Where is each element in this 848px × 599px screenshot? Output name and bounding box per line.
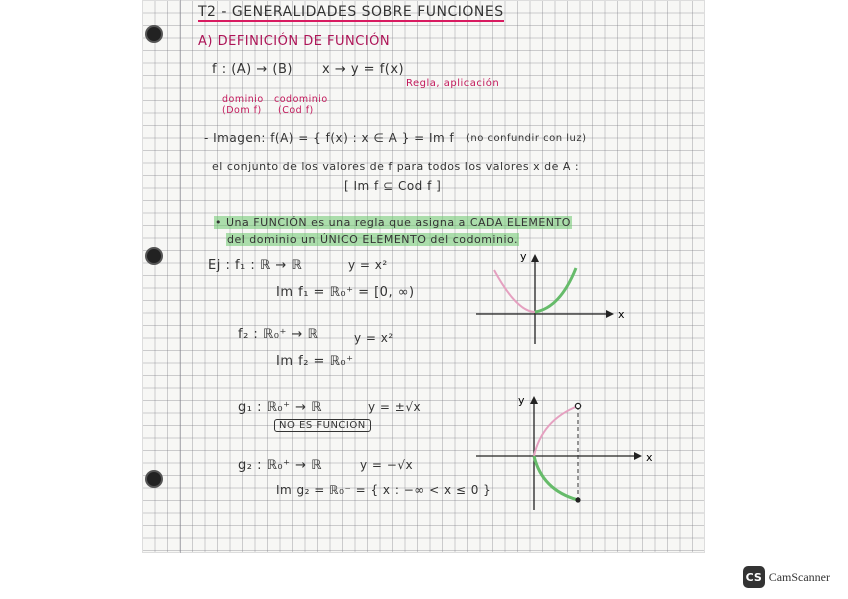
graph2-y-arrow: [530, 396, 538, 404]
endpoint-open: [575, 403, 580, 408]
graph2-y-label: y: [518, 394, 525, 407]
function-definition-text1: • Una FUNCIÓN es una regla que asigna a CADA ELEMENTO: [215, 216, 571, 229]
function-definition-text2: del dominio un ÚNICO ELEMENTO del codominio.: [227, 233, 519, 246]
example-g2-rule: y = −√x: [360, 458, 414, 472]
graph2-x-label: x: [646, 451, 653, 464]
graph1-y-arrow: [531, 254, 539, 262]
sqrt-positive-branch: [534, 406, 578, 456]
rule-label: Regla, aplicación: [406, 78, 500, 89]
parabola-graph: [472, 250, 642, 350]
example-f2-rule: y = x²: [354, 331, 394, 345]
example-g2-map: g₂ : ℝ₀⁺ → ℝ: [238, 458, 322, 473]
example-g2-image: Im g₂ = ℝ₀⁻ = { x : −∞ < x ≤ 0 }: [276, 483, 492, 497]
binder-hole-middle: [147, 249, 161, 263]
camscanner-text: CamScanner: [768, 569, 830, 584]
margin-line: [180, 0, 181, 553]
notebook-page: [142, 0, 705, 553]
endpoint-closed: [575, 497, 580, 502]
camscanner-logo-icon: CS: [743, 566, 765, 588]
sqrt-graph: [472, 390, 662, 515]
domain-abbr: (Dom f): [222, 105, 262, 116]
definition-mapping: f : (A) → (B): [212, 62, 293, 77]
binder-hole-top: [147, 27, 161, 41]
parabola-right-branch: [535, 268, 576, 312]
codomain-abbr: (Cod f): [278, 105, 314, 116]
graph1-y-label: y: [520, 250, 527, 263]
graph2-x-arrow: [634, 452, 642, 460]
example-g1-note: [274, 420, 371, 431]
no-function-box: NO ES FUNCIÓN: [274, 419, 371, 432]
example-g1-rule: y = ±√x: [368, 400, 422, 414]
binder-hole-bottom: [147, 472, 161, 486]
graph1-x-label: x: [618, 308, 625, 321]
example-f2-map: f₂ : ℝ₀⁺ → ℝ: [238, 327, 319, 342]
example-f1-image: Im f₁ = ℝ₀⁺ = [0, ∞): [276, 285, 415, 300]
function-definition-line1: [214, 216, 572, 229]
example-f2-image: Im f₂ = ℝ₀⁺: [276, 354, 354, 369]
image-definition: - Imagen: f(A) = { f(x) : x ∈ A } = Im f: [204, 131, 455, 145]
section-heading: A) DEFINICIÓN DE FUNCIÓN: [198, 34, 391, 49]
example-g1-map: g₁ : ℝ₀⁺ → ℝ: [238, 400, 322, 415]
graph1-x-arrow: [606, 310, 614, 318]
image-description: el conjunto de los valores de f para todos los valores x de A :: [212, 160, 580, 173]
page-title-text: T2 - GENERALIDADES SOBRE FUNCIONES: [198, 4, 504, 20]
function-definition-line2: [226, 233, 519, 246]
image-note: (no confundir con luz): [466, 133, 587, 144]
camscanner-watermark: [743, 566, 830, 588]
example-f1-rule: y = x²: [348, 258, 388, 272]
sqrt-negative-branch: [534, 456, 578, 500]
example-f1-map: Ej : f₁ : ℝ → ℝ: [208, 258, 303, 273]
definition-rule: x → y = f(x): [322, 62, 405, 77]
page-title: [198, 4, 504, 20]
domain-label: dominio: [222, 94, 264, 105]
image-subset: [ Im f ⊆ Cod f ]: [344, 179, 442, 193]
codomain-label: codominio: [274, 94, 328, 105]
parabola-left-branch: [494, 270, 535, 312]
